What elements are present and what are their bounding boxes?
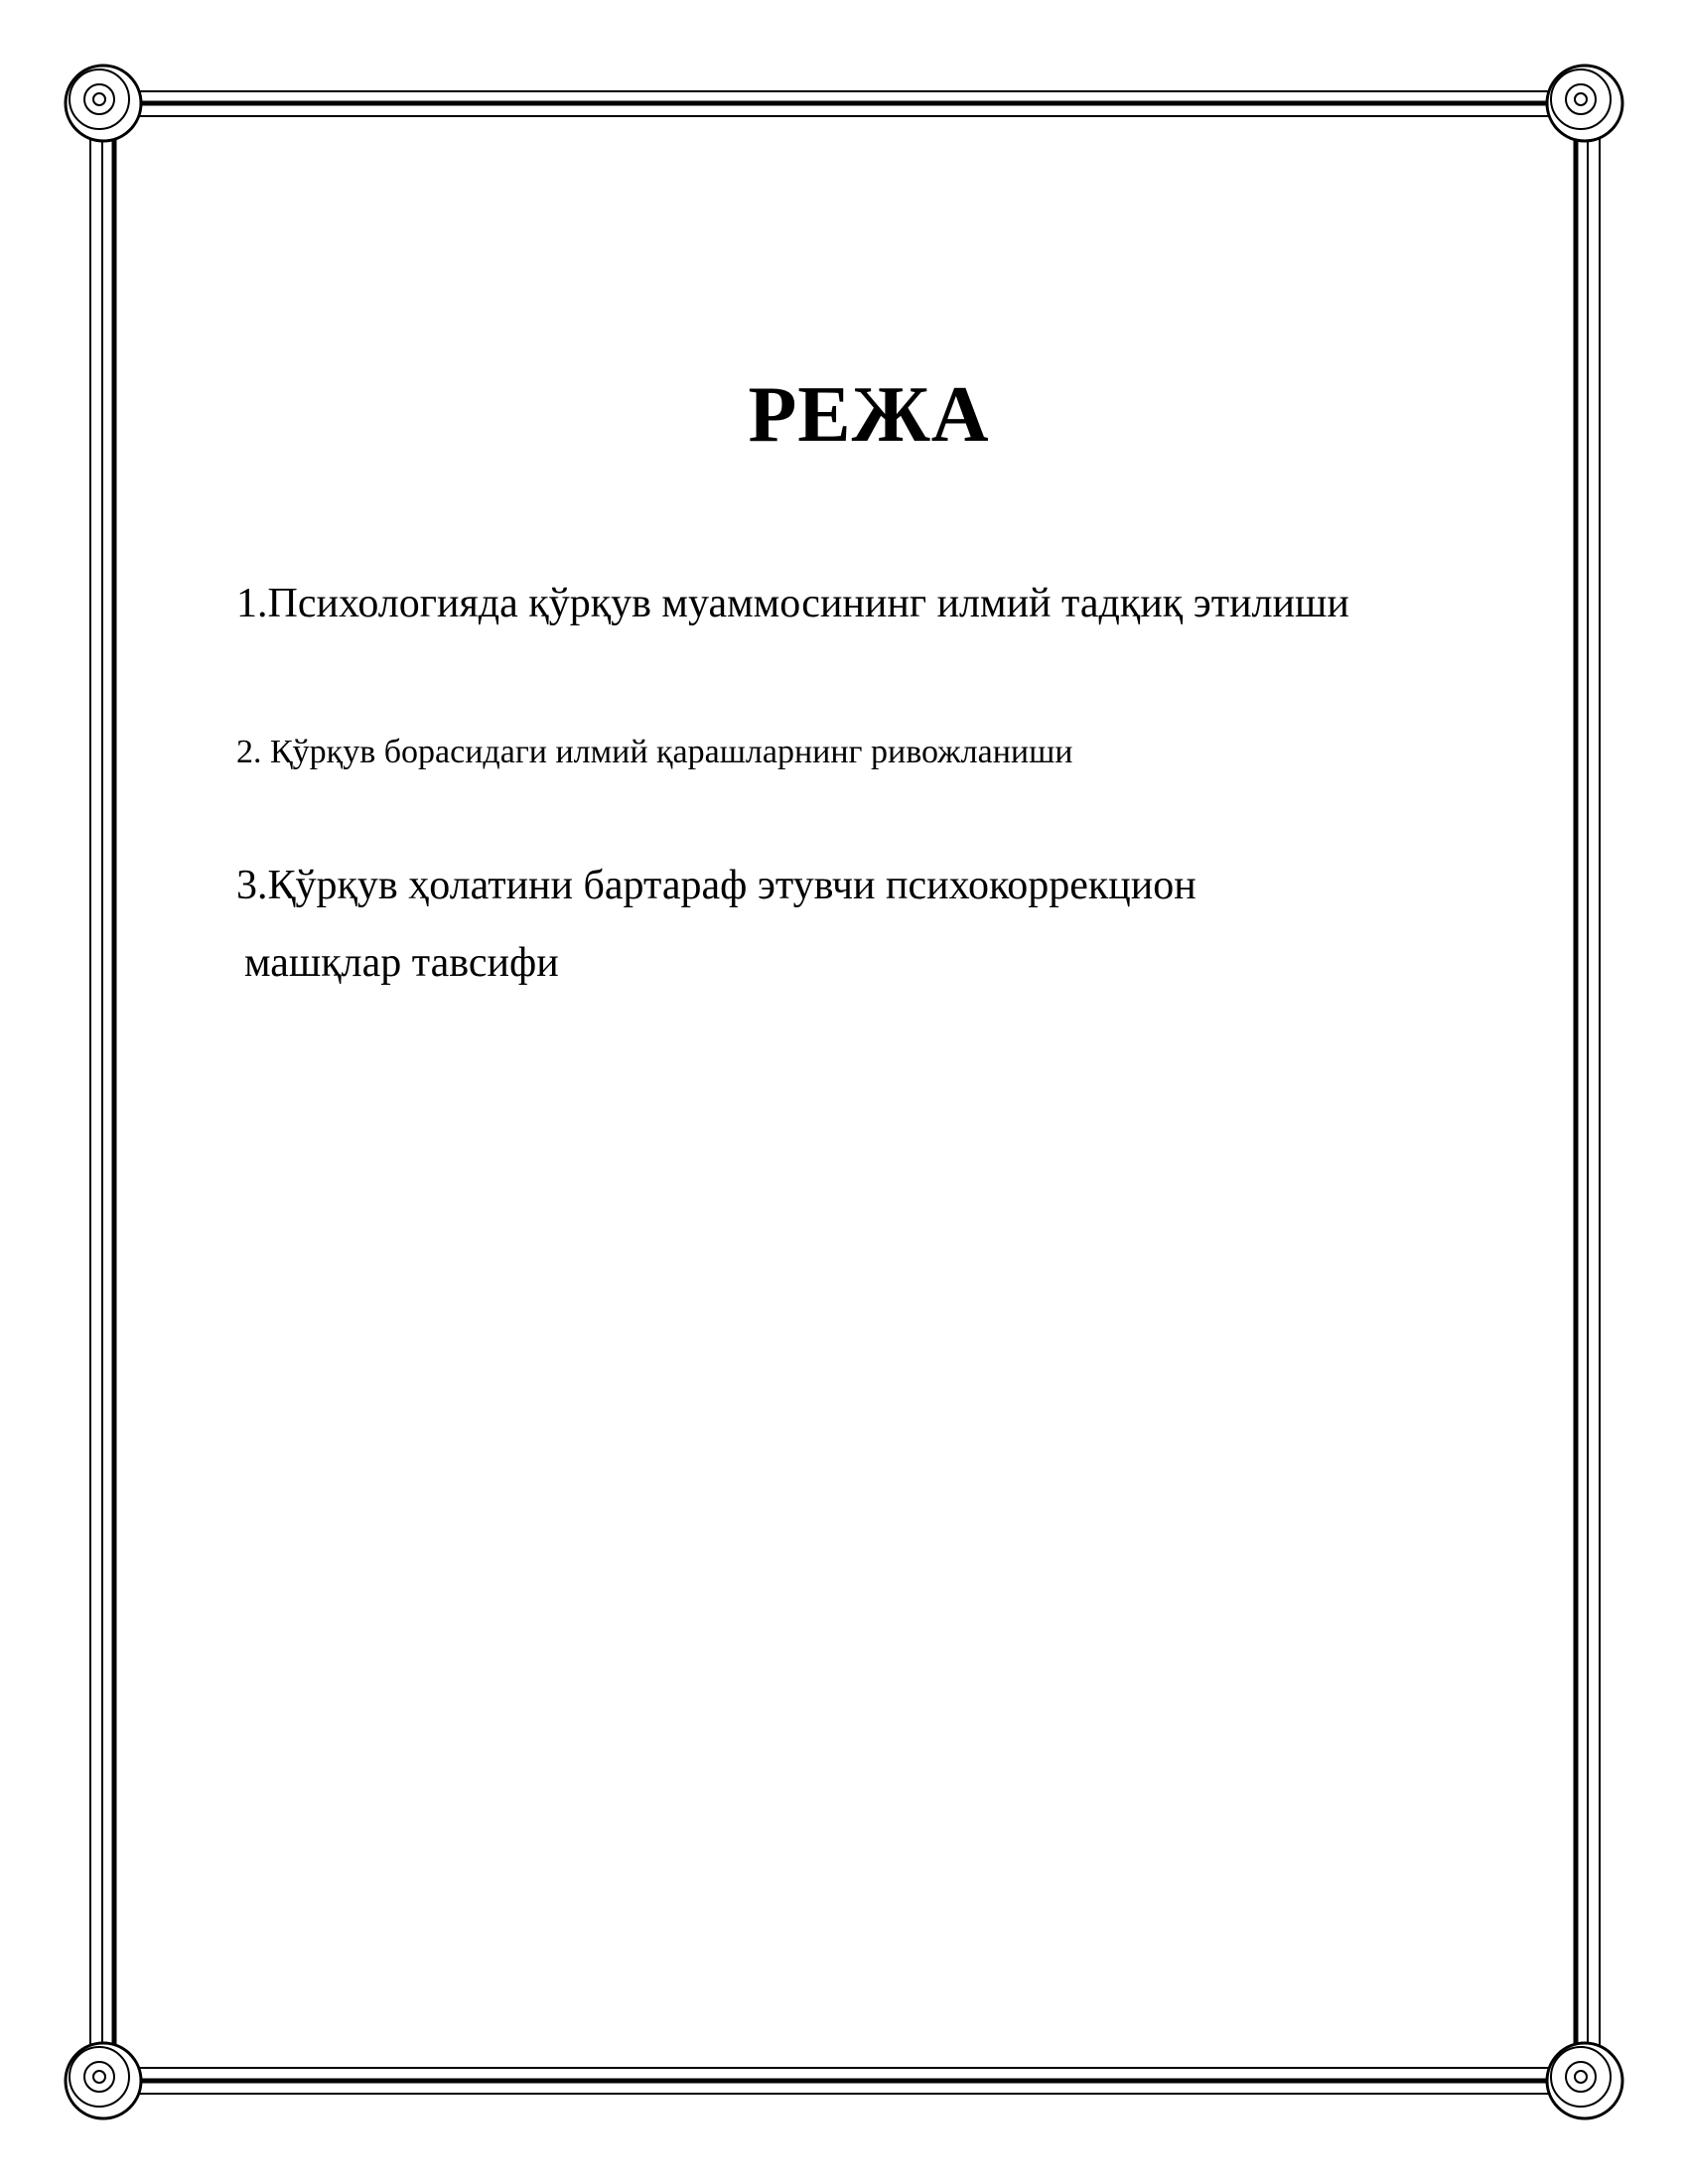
page-title: РЕЖА <box>748 371 990 459</box>
corner-ornament-top-right <box>1547 66 1622 141</box>
corner-ornament-bottom-right <box>1547 2043 1622 2118</box>
plan-item-1: 1.Психологияда қўрқув муаммосининг илмий тадқиқ этилиши <box>236 581 1349 626</box>
corner-ornament-bottom-left <box>66 2043 141 2118</box>
corner-ornament-top-left <box>66 66 141 141</box>
plan-item-3-line-1: 3.Қўрқув ҳолатини бартараф этувчи психокоррекцион <box>236 863 1196 908</box>
plan-item-3-line-2: машқлар тавсифи <box>244 940 559 986</box>
plan-item-2: 2. Қўрқув борасидаги илмий қарашларнинг ривожланиши <box>236 734 1073 770</box>
